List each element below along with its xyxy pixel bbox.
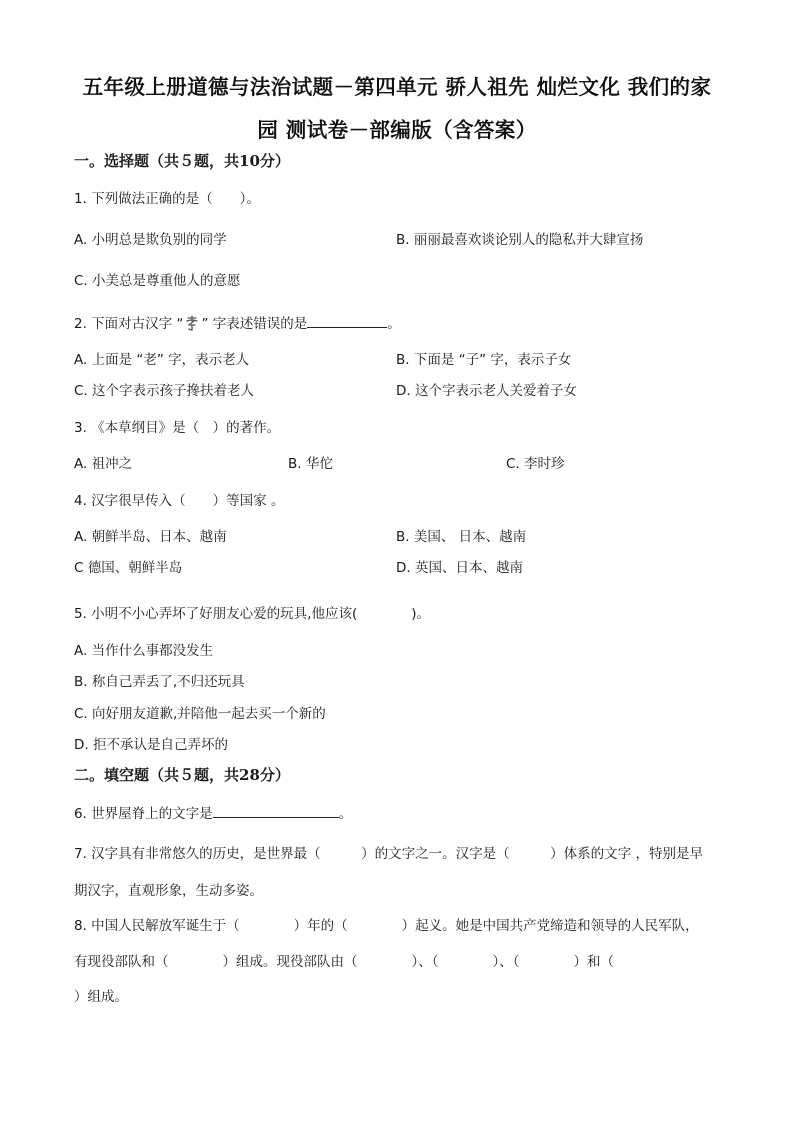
question-6-blank[interactable] xyxy=(213,804,339,818)
question-2-stem xyxy=(74,312,401,332)
question-2-blank[interactable] xyxy=(307,314,387,328)
question-6-stem xyxy=(74,802,352,822)
question-2-stem-mid: ” 字表述错误的是 xyxy=(201,316,308,332)
question-8-line-1: 8. 中国人民解放军诞生于（ ）年的（ ）起义。她是中国共产党缔造和领导的人民军队， xyxy=(74,918,699,934)
question-5-option-d: D. 拒不承认是自己弄坏的 xyxy=(74,737,228,753)
question-1-option-a: A. 小明总是欺负别的同学 xyxy=(74,232,227,248)
question-7-line-1: 7. 汉字具有非常悠久的历史，是世界最（ ）的文字之一。汉字是（ ）体系的文字 ，特别是早 xyxy=(74,846,703,862)
question-4-stem: 4. 汉字很早传入（ ）等国家 。 xyxy=(74,493,285,509)
question-2-option-c: C. 这个字表示孩子搀扶着老人 xyxy=(74,383,255,399)
question-6-stem-pre: 6. 世界屋脊上的文字是 xyxy=(74,806,213,822)
question-8-line-3: ）组成。 xyxy=(74,989,128,1005)
page-title-line-1: 五年级上册道德与法治试题－第四单元 骄人祖先 灿烂文化 我们的家 xyxy=(82,75,712,99)
question-8-line-2: 有现役部队和（ ）组成。现役部队由（ ）、（ ）、（ ）和（ xyxy=(74,954,614,970)
question-5-stem: 5. 小明不小心弄坏了好朋友心爱的玩具,他应该( )。 xyxy=(74,606,430,622)
ancient-character-xiao-icon xyxy=(184,315,200,331)
question-4-option-d: D. 英国、日本、越南 xyxy=(396,560,523,576)
question-5-option-c: C. 向好朋友道歉,并陪他一起去买一个新的 xyxy=(74,706,326,722)
question-1-option-b: B. 丽丽最喜欢谈论别人的隐私并大肆宣扬 xyxy=(396,232,644,248)
question-4-option-a: A. 朝鲜半岛、日本、越南 xyxy=(74,529,227,545)
question-2-option-d: D. 这个字表示老人关爱着子女 xyxy=(396,383,577,399)
question-2-option-b: B. 下面是 “子” 字，表示子女 xyxy=(396,352,572,368)
question-7-line-2: 期汉字，直观形象，生动多姿。 xyxy=(74,883,263,899)
question-1-option-c: C. 小美总是尊重他人的意愿 xyxy=(74,273,241,289)
question-2-stem-pre: 2. 下面对古汉字 “ xyxy=(74,316,184,332)
question-5-option-a: A. 当作什么事都没发生 xyxy=(74,643,214,659)
section-heading-fill-blank: 二。填空题（共５题，共28分） xyxy=(74,766,290,784)
question-6-stem-end: 。 xyxy=(338,806,353,822)
question-5-option-b: B. 称自己弄丢了,不归还玩具 xyxy=(74,674,245,690)
question-3-option-a: A. 祖冲之 xyxy=(74,456,133,472)
page-title-line-2: 园 测试卷－部编版（含答案） xyxy=(257,118,537,142)
question-1-stem: 1. 下列做法正确的是（ ）。 xyxy=(74,191,260,207)
question-2-option-a: A. 上面是 “老” 字，表示老人 xyxy=(74,352,250,368)
question-2-stem-end: 。 xyxy=(387,316,401,332)
section-heading-choice: 一。选择题（共５题，共10分） xyxy=(74,152,290,170)
question-4-option-c: C 德国、朝鲜半岛 xyxy=(74,560,183,576)
question-3-stem: 3. 《本草纲目》是（ ）的著作。 xyxy=(74,420,281,436)
question-4-option-b: B. 美国、 日本、越南 xyxy=(396,529,527,545)
question-3-option-c: C. 李时珍 xyxy=(506,456,565,472)
question-3-option-b: B. 华佗 xyxy=(288,456,333,472)
